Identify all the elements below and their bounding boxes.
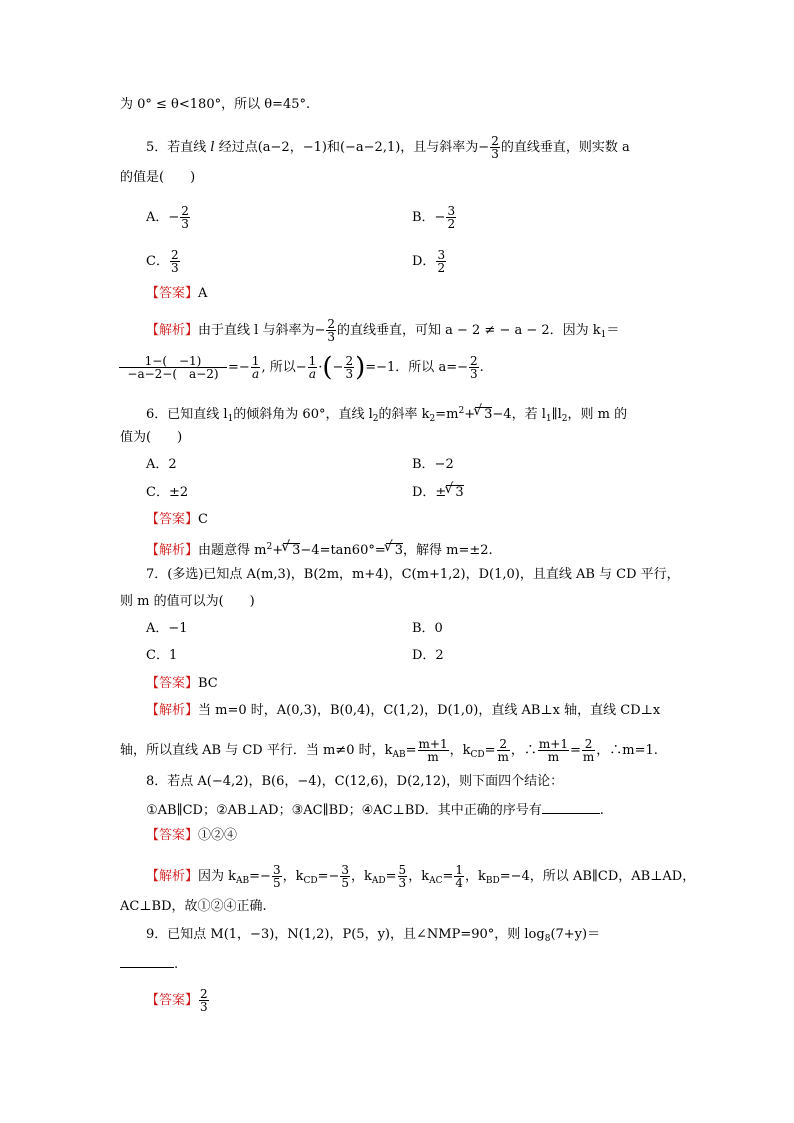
q8-answer: 【答案】①②④ (146, 828, 238, 843)
q6-option-a: A．2 (146, 457, 177, 472)
q5-explanation-2: $\frac{1-( -1)}{-a-2-( a-2)}$ =− $\frac{1}{a}$ , 所以− $\frac{1}{a}$ ·(− $\frac{2}{3}$ )=−1．所以 a=− $\frac{2}{3}$ . (118, 355, 484, 380)
q9-answer: 【答案】 $\frac{2}{3}$ (146, 987, 208, 1014)
q8-explanation-1: 【解析】因为 $k_{AB}=-$ $\frac{3}{5}$ ，$k_{CD}=-$ $\frac{3}{5}$ ，$k_{AD}=$ $\frac{5}{3}$ ，$k_{AC}=$ $\frac{1}{4}$ ，$k_{BD}=-4$，所以 AB∥CD，AB⊥AD， (146, 863, 696, 890)
q5-explanation-1: 【解析】由于直线 l 与斜率为− $\frac{2}{3}$ 的直线垂直，可知 a − 2 ≠ − a − 2．因为 $k_1=$ (146, 317, 620, 344)
q7-option-c: C．1 (146, 648, 178, 663)
q5-option-c: C． $\frac{2}{3}$ (146, 248, 179, 275)
q7-option-a: A．−1 (146, 621, 188, 636)
q7-stem-2: 则 m 的值可以为( ) (120, 594, 255, 609)
q8-explanation-2: AC⊥BD，故①②④正确. (120, 899, 267, 914)
q7-explanation-2: 轴，所以直线 AB 与 CD 平行．当 m≠0 时，$k_{AB}=$ $\frac{m+1}{m}$ ，$k_{CD}=$ $\frac{2}{m}$ ，∴ $\frac{m+1}{m}$ = $\frac{2}{m}$ ，∴m=1. (120, 737, 658, 764)
q6-stem-2: 值为( ) (120, 430, 183, 445)
q5-stem: 5．若直线 l 经过点(a−2，−1)和(−a−2,1)，且与斜率为− $\frac{2}{3}$ 的直线垂直，则实数 a (146, 134, 630, 161)
q5-stem-2: 的值是( ) (120, 170, 196, 185)
q9-stem-2: . (120, 955, 178, 973)
q7-option-d: D．2 (412, 648, 444, 663)
q6-explanation: 【解析】由题意得 $m^2+√$ 3−4=tan60°=√ 3，解得 m=±2. (146, 539, 493, 559)
q5-answer: 【答案】A (146, 286, 208, 301)
q6-option-d: D．±√ 3 (412, 485, 464, 501)
q6-answer: 【答案】C (146, 512, 208, 527)
q8-stem-2: ①AB∥CD；②AB⊥AD；③AC∥BD；④AC⊥BD．其中正确的序号有 . (146, 803, 604, 818)
q5-option-d: D． $\frac{3}{2}$ (412, 248, 446, 275)
q9-stem: 9．已知点 M(1，−3)，N(1,2)，P(5，y)，且∠NMP=90°，则 $\log_8(7+y)=$ (146, 927, 601, 944)
q7-stem: 7．(多选)已知点 A(m,3)，B(2m，m+4)，C(m+1,2)，D(1,0)，且直线 AB 与 CD 平行， (146, 567, 680, 582)
q5-option-b: B．− $\frac{3}{2}$ (412, 204, 456, 231)
line-top: 为 0° ≤ θ<180°，所以 θ=45°. (120, 97, 311, 112)
q7-explanation-1: 【解析】当 m=0 时，A(0,3)，B(0,4)，C(1,2)，D(1,0)，直线 AB⊥x 轴，直线 CD⊥x (146, 703, 661, 718)
q6-option-b: B．−2 (412, 457, 454, 472)
q6-stem: 6．已知直线 $l_1$的倾斜角为 60°，直线 $l_2$的斜率 $k_2=m^2+√$ 3−4，若 $l_1\parallel l_2$，则 m 的 (146, 403, 627, 427)
q7-option-b: B．0 (412, 621, 443, 636)
q8-stem: 8．若点 A(−4,2)，B(6，−4)，C(12,6)，D(2,12)，则下面四个结论： (146, 774, 564, 789)
q7-answer: 【答案】BC (146, 676, 218, 691)
q5-option-a: A．− $\frac{2}{3}$ (146, 204, 189, 231)
q6-option-c: C．±2 (146, 485, 189, 500)
